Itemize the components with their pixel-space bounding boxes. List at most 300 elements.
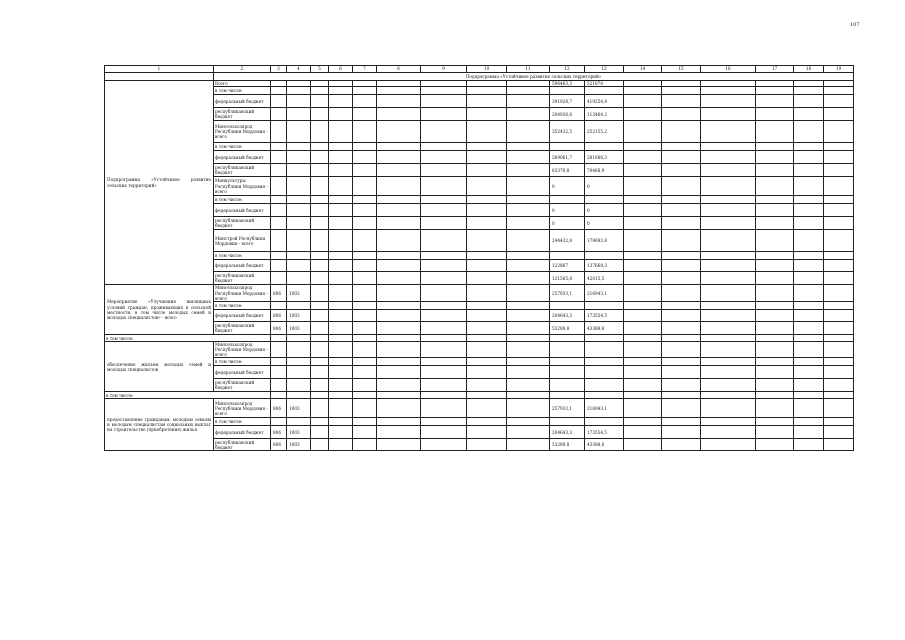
- table-cell: [794, 164, 824, 177]
- table-cell: [329, 95, 353, 108]
- column-number: 16: [701, 66, 756, 73]
- table-cell: [662, 439, 701, 451]
- value-col-13: [585, 366, 624, 379]
- table-cell: [794, 342, 824, 358]
- table-cell: [467, 302, 507, 310]
- value-col-12: 269061,7: [550, 151, 585, 164]
- table-cell: [353, 95, 377, 108]
- table-cell: [624, 108, 662, 121]
- table-cell: [794, 366, 824, 379]
- table-cell: [421, 230, 467, 252]
- value-col-12: [550, 87, 585, 95]
- table-row: [105, 177, 854, 196]
- ministry-code: 806: [271, 322, 287, 335]
- table-cell: [353, 87, 377, 95]
- table-cell: [329, 302, 353, 310]
- table-cell: [507, 322, 550, 335]
- table-cell: [329, 342, 353, 358]
- table-cell: [467, 335, 507, 342]
- table-cell: [467, 358, 507, 366]
- table-cell: [756, 87, 794, 95]
- table-cell: [794, 272, 824, 285]
- table-row: [105, 302, 854, 310]
- table-row: [105, 252, 854, 260]
- table-cell: [507, 217, 550, 230]
- value-col-13: 0: [585, 177, 624, 196]
- ministry-code: [271, 87, 287, 95]
- table-cell: [467, 366, 507, 379]
- column-number: 19: [824, 66, 854, 73]
- table-row: [105, 121, 854, 143]
- ministry-code: [271, 95, 287, 108]
- table-cell: [507, 204, 550, 217]
- table-cell: [662, 285, 701, 302]
- table-cell: [701, 392, 756, 399]
- table-cell: [662, 95, 701, 108]
- table-cell: [507, 164, 550, 177]
- table-cell: [794, 392, 824, 399]
- table-cell: [311, 392, 329, 399]
- value-col-12: 53289,8: [550, 322, 585, 335]
- table-cell: [624, 272, 662, 285]
- table-cell: [421, 358, 467, 366]
- table-cell: [756, 285, 794, 302]
- table-cell: [353, 399, 377, 418]
- table-cell: [624, 392, 662, 399]
- group-label: Мероприятие «Улучшение жилищных условий граждан, проживающих в сельской местности, в том числе молодых семей и молодых специалистов» - всего: [105, 285, 214, 335]
- table-cell: [353, 196, 377, 204]
- table-cell: [329, 260, 353, 272]
- table-cell: [329, 177, 353, 196]
- table-cell: [794, 204, 824, 217]
- section-code: [287, 164, 311, 177]
- table-cell: [756, 426, 794, 439]
- table-cell: [421, 285, 467, 302]
- table-cell: [467, 230, 507, 252]
- table-cell: [794, 151, 824, 164]
- table-cell: [507, 87, 550, 95]
- table-cell: [662, 260, 701, 272]
- table-cell: [353, 310, 377, 322]
- table-cell: [624, 418, 662, 426]
- table-cell: [421, 204, 467, 217]
- table-cell: [353, 335, 377, 342]
- table-cell: [377, 196, 421, 204]
- table-cell: [756, 121, 794, 143]
- row-description: в том числе:: [214, 196, 271, 204]
- table-row: [105, 310, 854, 322]
- table-cell: [329, 399, 353, 418]
- table-cell: [329, 335, 353, 342]
- table-cell: [662, 342, 701, 358]
- ministry-code: [271, 177, 287, 196]
- table-cell: [662, 143, 701, 151]
- table-cell: [353, 439, 377, 451]
- table-cell: [507, 358, 550, 366]
- group-label: обеспечение жильем молодых семей и молодых специалистов: [105, 342, 214, 392]
- value-col-12: 204643,3: [550, 310, 585, 322]
- table-cell: [353, 272, 377, 285]
- table-cell: [421, 426, 467, 439]
- table-cell: [329, 196, 353, 204]
- table-cell: [824, 439, 854, 451]
- table-cell: [507, 366, 550, 379]
- table-cell: [377, 342, 421, 358]
- table-cell: [377, 322, 421, 335]
- table-cell: [311, 230, 329, 252]
- table-cell: [311, 335, 329, 342]
- section-code: [287, 366, 311, 379]
- table-cell: [701, 366, 756, 379]
- table-cell: [353, 143, 377, 151]
- table-cell: [311, 260, 329, 272]
- table-cell: [467, 151, 507, 164]
- table-cell: [624, 310, 662, 322]
- value-col-13: 216943,1: [585, 285, 624, 302]
- row-description: в том числе:: [214, 143, 271, 151]
- ministry-code: [271, 302, 287, 310]
- table-cell: [467, 426, 507, 439]
- table-cell: [377, 164, 421, 177]
- section-code: [287, 358, 311, 366]
- table-cell: [701, 260, 756, 272]
- table-cell: [824, 358, 854, 366]
- table-cell: [353, 204, 377, 217]
- table-cell: [311, 217, 329, 230]
- table-cell: [377, 392, 421, 399]
- table-cell: [329, 310, 353, 322]
- column-number: 14: [624, 66, 662, 73]
- value-col-13: [585, 302, 624, 310]
- ministry-code: [271, 260, 287, 272]
- table-cell: [824, 392, 854, 399]
- table-cell: [624, 230, 662, 252]
- section-code: [287, 418, 311, 426]
- table-cell: [467, 121, 507, 143]
- table-cell: [311, 322, 329, 335]
- table-cell: [756, 196, 794, 204]
- table-cell: [756, 439, 794, 451]
- row-description: Минсельхозпрод Республики Мордовия - всего: [214, 285, 271, 302]
- table-cell: [353, 260, 377, 272]
- table-cell: [662, 335, 701, 342]
- value-col-12: 0: [550, 177, 585, 196]
- table-cell: [756, 342, 794, 358]
- table-cell: [624, 366, 662, 379]
- table-cell: [467, 143, 507, 151]
- table-cell: [824, 252, 854, 260]
- table-cell: [756, 95, 794, 108]
- table-cell: [311, 426, 329, 439]
- table-cell: [662, 392, 701, 399]
- value-col-12: [550, 143, 585, 151]
- table-cell: [824, 272, 854, 285]
- value-col-12: 257933,1: [550, 399, 585, 418]
- value-col-13: 43388,6: [585, 322, 624, 335]
- table-cell: [467, 95, 507, 108]
- value-col-13: [585, 358, 624, 366]
- table-cell: [329, 418, 353, 426]
- value-col-13: [585, 143, 624, 151]
- table-cell: [701, 151, 756, 164]
- table-cell: [353, 217, 377, 230]
- value-col-12: [550, 302, 585, 310]
- table-cell: [329, 379, 353, 392]
- table-cell: [794, 95, 824, 108]
- table-cell: [794, 358, 824, 366]
- table-cell: [624, 143, 662, 151]
- table-cell: [421, 366, 467, 379]
- table-cell: [756, 230, 794, 252]
- column-number: 15: [662, 66, 701, 73]
- table-cell: [824, 322, 854, 335]
- table-cell: [467, 379, 507, 392]
- ministry-code: [271, 366, 287, 379]
- table-cell: [329, 358, 353, 366]
- section-code: 1003: [287, 285, 311, 302]
- table-cell: [701, 204, 756, 217]
- table-cell: [353, 302, 377, 310]
- table-cell: [329, 366, 353, 379]
- table-row: [105, 342, 854, 358]
- table-row: [105, 151, 854, 164]
- column-number: 18: [794, 66, 824, 73]
- table-cell: [794, 87, 824, 95]
- table-cell: [507, 121, 550, 143]
- table-cell: [377, 252, 421, 260]
- value-col-13: 521870: [585, 81, 624, 87]
- value-col-13: [585, 196, 624, 204]
- table-cell: [421, 151, 467, 164]
- table-cell: [662, 272, 701, 285]
- table-cell: [311, 379, 329, 392]
- table-row: [105, 272, 854, 285]
- table-cell: [507, 95, 550, 108]
- table-cell: [311, 121, 329, 143]
- ministry-code: 806: [271, 310, 287, 322]
- table-cell: [421, 252, 467, 260]
- table-cell: [756, 272, 794, 285]
- table-cell: [377, 108, 421, 121]
- page-number: 107: [850, 22, 860, 28]
- table-cell: [824, 426, 854, 439]
- table-cell: [353, 230, 377, 252]
- table-cell: [507, 392, 550, 399]
- table-cell: [662, 310, 701, 322]
- table-cell: [377, 310, 421, 322]
- table-cell: [467, 272, 507, 285]
- table-cell: [624, 399, 662, 418]
- table-cell: [662, 399, 701, 418]
- table-cell: [824, 95, 854, 108]
- group-label: Подпрограмма «Устойчивое развитие сельских территорий»: [105, 81, 214, 285]
- table-cell: [377, 302, 421, 310]
- ministry-code: 806: [271, 399, 287, 418]
- table-cell: [507, 151, 550, 164]
- row-description: Минсельхозпрод Республики Мордовия - всего: [214, 399, 271, 418]
- table-cell: [701, 121, 756, 143]
- table-cell: [794, 252, 824, 260]
- table-cell: [701, 310, 756, 322]
- table-cell: [353, 164, 377, 177]
- table-cell: [377, 95, 421, 108]
- table-cell: [794, 439, 824, 451]
- table-cell: [756, 310, 794, 322]
- table-cell: [701, 439, 756, 451]
- table-cell: [624, 285, 662, 302]
- table-cell: [507, 177, 550, 196]
- table-row: [105, 285, 854, 302]
- table-cell: [701, 143, 756, 151]
- table-cell: [507, 285, 550, 302]
- table-cell: [824, 260, 854, 272]
- table-cell: [353, 108, 377, 121]
- table-cell: [467, 285, 507, 302]
- table-cell: [311, 164, 329, 177]
- value-col-12: [550, 379, 585, 392]
- table-cell: [794, 230, 824, 252]
- table-cell: [794, 379, 824, 392]
- table-cell: [421, 121, 467, 143]
- row-description: республиканский бюджет: [214, 108, 271, 121]
- section-code: 1003: [287, 310, 311, 322]
- table-cell: [662, 252, 701, 260]
- table-cell: [311, 418, 329, 426]
- table-cell: [794, 418, 824, 426]
- table-row: [105, 260, 854, 272]
- table-cell: [794, 217, 824, 230]
- row-description: республиканский бюджет: [214, 272, 271, 285]
- table-cell: [824, 196, 854, 204]
- table-cell: [550, 392, 585, 399]
- table-cell: [824, 204, 854, 217]
- table-cell: [824, 217, 854, 230]
- table-cell: [467, 87, 507, 95]
- table-row: [105, 358, 854, 366]
- table-cell: [507, 335, 550, 342]
- table-cell: [701, 426, 756, 439]
- table-cell: [467, 342, 507, 358]
- value-col-13: 0: [585, 204, 624, 217]
- table-row: [105, 230, 854, 252]
- table-cell: [467, 322, 507, 335]
- table-cell: [824, 177, 854, 196]
- table-cell: [421, 87, 467, 95]
- table-cell: [353, 418, 377, 426]
- table-cell: [507, 252, 550, 260]
- table-cell: [311, 302, 329, 310]
- table-cell: [467, 217, 507, 230]
- table-cell: [329, 272, 353, 285]
- table-cell: [662, 87, 701, 95]
- section-code: [287, 302, 311, 310]
- table-row: [105, 379, 854, 392]
- table-cell: [701, 335, 756, 342]
- ministry-code: 806: [271, 285, 287, 302]
- table-cell: [701, 108, 756, 121]
- section-code: [287, 121, 311, 143]
- table-cell: [377, 143, 421, 151]
- table-cell: [824, 285, 854, 302]
- section-title: Подпрограмма «Устойчивое развитие сельских территорий»: [214, 73, 854, 81]
- table-cell: [824, 399, 854, 418]
- row-description: в том числе:: [214, 252, 271, 260]
- table-cell: [624, 439, 662, 451]
- table-cell: [624, 322, 662, 335]
- table-cell: [329, 108, 353, 121]
- row-description: Минстрой Республики Мордовия - всего: [214, 230, 271, 252]
- table-cell: [421, 392, 467, 399]
- table-cell: [377, 358, 421, 366]
- table-cell: [467, 164, 507, 177]
- table-cell: [329, 426, 353, 439]
- table-cell: [377, 379, 421, 392]
- table-cell: [467, 310, 507, 322]
- table-cell: [311, 143, 329, 151]
- value-col-13: 252155,2: [585, 121, 624, 143]
- value-col-12: [550, 366, 585, 379]
- table-cell: [311, 196, 329, 204]
- value-col-13: [585, 252, 624, 260]
- table-cell: [824, 418, 854, 426]
- section-code: [287, 151, 311, 164]
- value-col-12: [550, 418, 585, 426]
- row-description: республиканский бюджет: [214, 322, 271, 335]
- table-cell: [329, 87, 353, 95]
- value-col-12: 352432,5: [550, 121, 585, 143]
- table-cell: [701, 342, 756, 358]
- table-cell: [662, 230, 701, 252]
- table-cell: [662, 358, 701, 366]
- row-description: в том числе:: [214, 358, 271, 366]
- table-cell: [824, 151, 854, 164]
- table-cell: [756, 108, 794, 121]
- table-cell: [756, 204, 794, 217]
- column-number: 13: [585, 66, 624, 73]
- table-cell: [756, 335, 794, 342]
- table-cell: [824, 230, 854, 252]
- table-cell: [353, 121, 377, 143]
- table-cell: [756, 322, 794, 335]
- table-cell: [824, 310, 854, 322]
- table-cell: [353, 342, 377, 358]
- table-cell: [421, 260, 467, 272]
- ministry-code: [271, 217, 287, 230]
- value-col-13: 216943,1: [585, 399, 624, 418]
- section-code: [287, 272, 311, 285]
- column-number: 17: [756, 66, 794, 73]
- table-cell: [507, 302, 550, 310]
- section-code: [287, 95, 311, 108]
- table-cell: [624, 121, 662, 143]
- table-row: [105, 426, 854, 439]
- table-cell: [507, 196, 550, 204]
- table-cell: [701, 87, 756, 95]
- table-cell: [421, 302, 467, 310]
- column-number: 2: [214, 66, 271, 73]
- table-cell: [377, 439, 421, 451]
- value-col-13: 281886,3: [585, 151, 624, 164]
- table-cell: [550, 335, 585, 342]
- value-col-12: 257933,1: [550, 285, 585, 302]
- row-description: федеральный бюджет: [214, 151, 271, 164]
- ministry-code: [271, 108, 287, 121]
- table-row: [105, 143, 854, 151]
- row-description: республиканский бюджет: [214, 217, 271, 230]
- section-code: [287, 260, 311, 272]
- value-col-12: 0: [550, 217, 585, 230]
- table-row: [105, 439, 854, 451]
